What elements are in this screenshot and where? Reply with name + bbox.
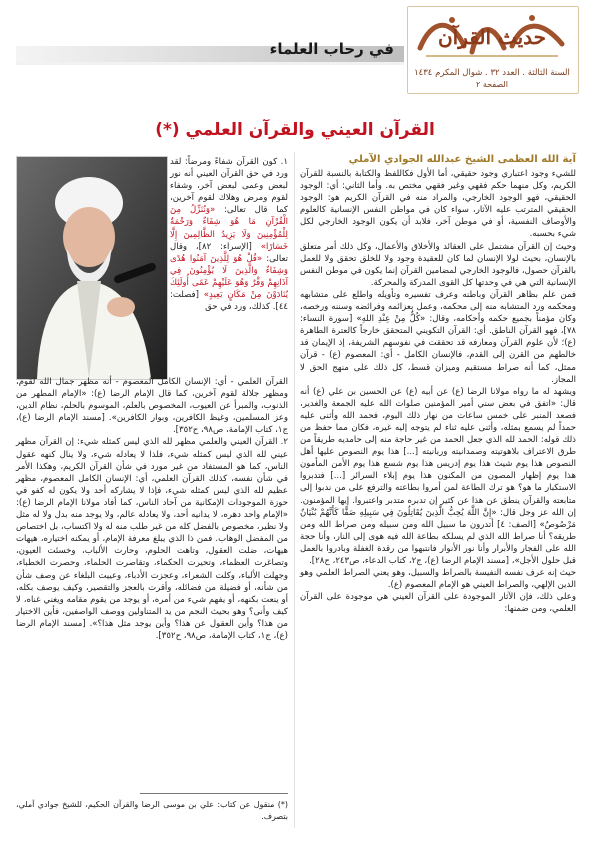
author-portrait-image (17, 157, 167, 379)
paragraph: وعلى ذلك، فإن الآثار الموجودة على القرآن العيني هي موجودة على القرآن العلمي، ومن ضمنها: (300, 592, 576, 615)
article-title: القرآن العيني والقرآن العلمي (*) (155, 120, 435, 140)
column-divider (294, 152, 295, 828)
verse-reference: [فصلت: ٤٤]. كذلك، ورد في حق (170, 290, 288, 313)
section-header-shadow (16, 62, 404, 65)
quran-verse: «وَنُنَزِّلُ مِنَ الْقُرْآنِ مَا هُوَ شِفَاءٌ وَرَحْمَةٌ لِلْمُؤْمِنِينَ وَلَا يَزِيدُ الظَّالِمِينَ إِلَّا خَسَارًا» (170, 205, 289, 252)
paragraph: القرآن العلمي - أي: الإنسان الكامل المعصوم - أنه مظهر جمال الله لقوم، ومظهر جلالة لقوم آخرين، كما قال الإمام الرضا (ع): «الإمام المطهر من الذنوب، والمبرأ عن العيوب، المخصوص بالعلم، الموسوم بالحلم، نظام الدين، وعز المسلمين، وغيظ الكافرين، وبوار الكافرين». [مسند الإمام الرضا (ع)، ج١، كتاب الإمامة، ص٩٨، ح٣٥٢]. (16, 377, 288, 436)
text-segment: ١. كون القرآن شفاءً ومرضاً: لقد ورد في حق القرآن العيني أنه نور لبعض وعمى لبعض آخر، وشفاء لقوم ومرض وهلاك لقوم آخرين، كما قال تعالى: (170, 157, 288, 216)
paragraph: وحيث إن القرآن مشتمل على العقائد والأخلاق والأعمال، وكل ذلك أمر متعلق بالإنسان، بحيث لولا الإنسان لما كان للعقيدة وجود ولا للخلق تحقق ولا للعمل بالقرآن حصول، فالوجود الخارجي لمضامين القرآن إنما يكون في موطن النفس الإنسانية التي هي في وحدتها كل القوى المدركة والمحركة. (300, 241, 576, 288)
left-column-top (170, 156, 288, 313)
footnote: (*) منقول عن كتاب: علي بن موسى الرضا والقرآن الحكيم، للشيخ جوادي آملي، بتصرف. (16, 800, 288, 821)
section-title: في رحاب العلماء (269, 40, 394, 58)
magazine-logo (412, 8, 572, 66)
paragraph: للشيء وجود اعتباري وجود حقيقي، أما الأول فكاللفظ والكتابة بالنسبة للقرآن الكريم، وكل منهما حكم فقهي وغير فقهي مختص به. وأما الثاني: أي: الوجود الحقيقي، فهو الوجود الخارجي، والمراد منه في القرآن الكريم هو: الوجود الحقيقي المترتب عليه الآثار، سواء كان في مواطن النفس الإنسانية كالعلوم والأوصاف النفسية، أو في موطن آخر، فلابد أن يكون الوجود الخارجي لكل شيء بحسبه. (300, 169, 576, 240)
quran-verse: «قُلْ هُوَ لِلَّذِينَ آمَنُوا هُدًى وَشِفَاءٌ وَالَّذِينَ لَا يُؤْمِنُونَ فِي آذَانِهِمْ وَقْرٌ وَهُوَ عَلَيْهِمْ عَمًى أُولَئِكَ يُنَادَوْنَ مِنْ مَكَانٍ بَعِيدٍ» (170, 253, 289, 301)
footnote-divider (140, 793, 288, 794)
paragraph: حيث إنه عرف نفسه النفيسة بالصراط والسبيل، وهو يعني الصراط العلمي وهو الدين الإلهي، والصراط العيني هو الإمام المعصوم (ع). (300, 568, 576, 591)
left-column-bottom (16, 376, 288, 642)
right-column (300, 168, 576, 615)
verse-reference: [الإسراء: ٨٢]، وقال تعالى: (170, 241, 288, 264)
paragraph: فمن علم بظاهر القرآن وباطنه وعرف تفسيره وتأويله واطلع على متشابهه ومحكمه ورد المتشابه منه إلى محكمه، وعمل بعزائمه وفرائضه وسننه ورخصه، وكان مؤمناً بجميع حكمه وأحكامه، وقال: «كُلٌّ مِنْ عِنْدِ اللهِ» [سورة النساء: ٧٨]، فهو القرآن الناطق. أي: القرآن التكويني المتحقق خارجاً كالعترة الطاهرة (ع)؛ لأن علوم القرآن ومعارفه قد تحققت في نفوسهم الشريفة، إذ الإيمان قد خالطهم من القرن إلى القدم، فالإنسان الكامل - أي: المعصوم (ع) - قرآن ممثل، كما أنه صراط مستقيم وميزان قسط، كل ذلك على منهج الحق لا المجاز. (300, 289, 576, 385)
author-photo (16, 156, 168, 380)
logo-text: حديث القرآن (437, 25, 547, 49)
author-name: آية الله العظمى الشيخ عبدالله الجوادي الآملي (348, 154, 576, 165)
paragraph: ويشهد له ما رواه مولانا الرضا (ع) عن أبيه (ع) عن الحسين بن علي (ع) أنه قال: «اتفق في بعض سني أمير المؤمنين صلوات الله عليه الجمعة والغدير، فصعد المنبر على خمس ساعات من نهار ذلك اليوم، فحمد الله وأثنى عليه حمداً لم يسمع بمثله، وأثنى عليه ثناء لم يتوجه إليه غيره، فكان مما حفظ من ذلك قوله: الحمد لله الذي جعل الحمد من غير حاجة منه إلى حامديه طريقاً من طرق الاعتراف بلاهوتيته وصمدانيته وربانيته [...] هذا يوم النصوص عليها أهل النصوص هذا يوم شيث هذا يوم إدريس هذا يوم شسع هذا يوم الأمن المأمون هذا يوم إظهار المصون من المكنون هذا يوم إبلاء السرائر [...] فتدبروا الاستكبار ما هو؟ هو ترك الطاعة لمن أمروا بطاعته والترفع على من ندبوا إلى متابعته والقرآن ينطق عن هذا عن كثير إن تدبره متدبر واعتبروا. إيها المؤمنون. إن الله عز وجل قال: «إِنَّ اللَّهَ يُحِبُّ الَّذِينَ يُقَاتِلُونَ فِي سَبِيلِهِ صَفًّا كَأَنَّهُمْ بُنْيَانٌ مَرْصُوصٌ» [الصف: ٤] أتدرون ما سبيل الله ومن سبيله ومن صراط الله ومن طريقه؟ أنا صراط الله الذي لم يسلكه بطاعة الله فيه هوى إلى النار، وأنا حجة الله على الفجار والأبرار وأنا نور الأنوار فانتبهوا من رقدة الغفلة وبادروا بالعمل قبل حلول الأجل»، [مسند الإمام الرضا (ع)، ج٢، كتاب الدعاء، ص٢٤٣، ح٢٨]. (300, 386, 576, 566)
issue-line: السنة الثالثة . العدد ٣٢ . شوال المكرم ١٤٣٤ (414, 68, 570, 78)
paragraph: ٢. القرآن العيني والعلمي مظهر لله الذي ليس كمثله شيء: إن القرآن مظهر عيني لله الذي ليس كمثله شيء، فلذا لا يعادله شيء، ولا ينال كنهه عقول الناس، كما هو المستفاد من غير مورد في شأن القرآن الكريم، وهكذا الأمر في شأن نفسه، كذلك القرآن العلمي، أي: الإنسان الكامل المعصوم، مظهر عظيم لله الذي ليس كمثله شيء، فإذا لا يشاركه أحد ولا يكون له كفو في حوزة الموجودات الإمكانية من آحاد الناس، كما أفاد مولانا الإمام الرضا (ع): «الإمام واحد دهره، لا يدانيه أحد، ولا يعادله عالم، ولا يوجد منه بدل ولا له مثل ولا نظير، مخصوص بالفضل كله من غير طلب منه له ولا اكتساب، بل اختصاص من المفضل الوهاب. فمن ذا الذي يبلغ معرفة الإمام، أو يمكنه اختياره، هيهات هيهات، ضلت العقول، وتاهت الحلوم، وحارت الألباب، وخسئت العيون، وتصاغرت العظماء، وتحيرت الحكماء، وتقاصرت الحلماء، وحصرت الخطباء، وجهلت الألباء، وكلت الشعراء، وعجزت الأدباء، وعييت البلغاء عن وصف شأن من شأنه، أو فضيلة من فضائله، وأقرت بالعجز والتقصير، وكيف يوصف بكله، أو ينعت بكنهه، أو يفهم شيء من أمره، أو يوجد من يقوم مقامه ويغني غناه، لا كيف وأنى؟ وهو بحيث النجم من يد المتناولين ووصف الواصفين، فأين الاختيار من هذا؟ وأين العقول عن هذا؟ وأين يوجد مثل هذا؟». [مسند الإمام الرضا (ع)، ج١، كتاب الإمامة، ص٩٨، ح٣٥٢]. (16, 437, 288, 641)
page-number: الصفحة ٢ (476, 80, 508, 89)
